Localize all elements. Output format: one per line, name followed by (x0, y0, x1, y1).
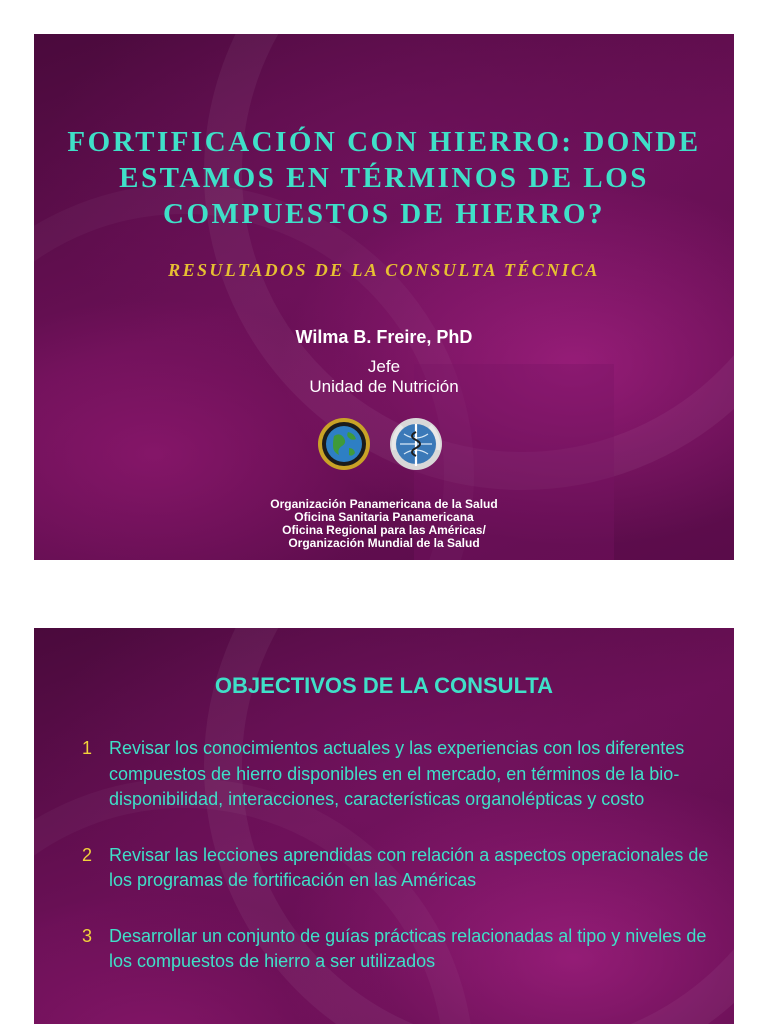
org-line: Oficina Sanitaria Panamericana (294, 510, 474, 524)
list-item (82, 736, 712, 813)
item-text: Revisar las lecciones aprendidas con relación a aspectos operacionales de los programas de fortificación en las Américas (109, 844, 709, 890)
list-item (82, 924, 712, 975)
list-item (82, 843, 712, 894)
item-number: 1 (82, 738, 93, 758)
author-role (34, 357, 734, 397)
organization-logos (316, 416, 466, 472)
item-text: Desarrollar un conjunto de guías prácticas relacionadas al tipo y niveles de los compuestos de hierro a ser utilizados (109, 925, 707, 971)
paho-globe-seal-icon (318, 418, 370, 470)
org-line: Organización Mundial de la Salud (288, 536, 480, 550)
slide-title: FORTIFICACIÓN CON HIERRO: DONDE ESTAMOS EN TÉRMINOS DE LOS COMPUESTOS DE HIERRO? (67, 126, 701, 230)
item-number: 3 (82, 925, 93, 946)
org-line: Oficina Regional para las Américas/ (282, 523, 486, 537)
item-number: 2 (82, 844, 93, 865)
objectives-slide (34, 628, 734, 1024)
who-emblem-icon (390, 418, 442, 470)
item-text: Revisar los conocimientos actuales y las experiencias con los diferentes compuestos de hierro disponibles en el mercado, en términos de la bio-disponibilidad, interacciones, características organolépticas y costo (109, 738, 685, 809)
organization-block (34, 498, 734, 550)
slide-heading: OBJECTIVOS DE LA CONSULTA (214, 673, 554, 698)
role-line: Unidad de Nutrición (309, 377, 459, 396)
title-slide (34, 34, 734, 560)
role-line: Jefe (367, 357, 401, 376)
slide-subtitle: RESULTADOS DE LA CONSULTA TÉCNICA (168, 260, 600, 280)
objectives-list (82, 736, 712, 975)
author-name: Wilma B. Freire, PhD (295, 327, 473, 347)
org-line: Organización Panamericana de la Salud (270, 497, 498, 511)
